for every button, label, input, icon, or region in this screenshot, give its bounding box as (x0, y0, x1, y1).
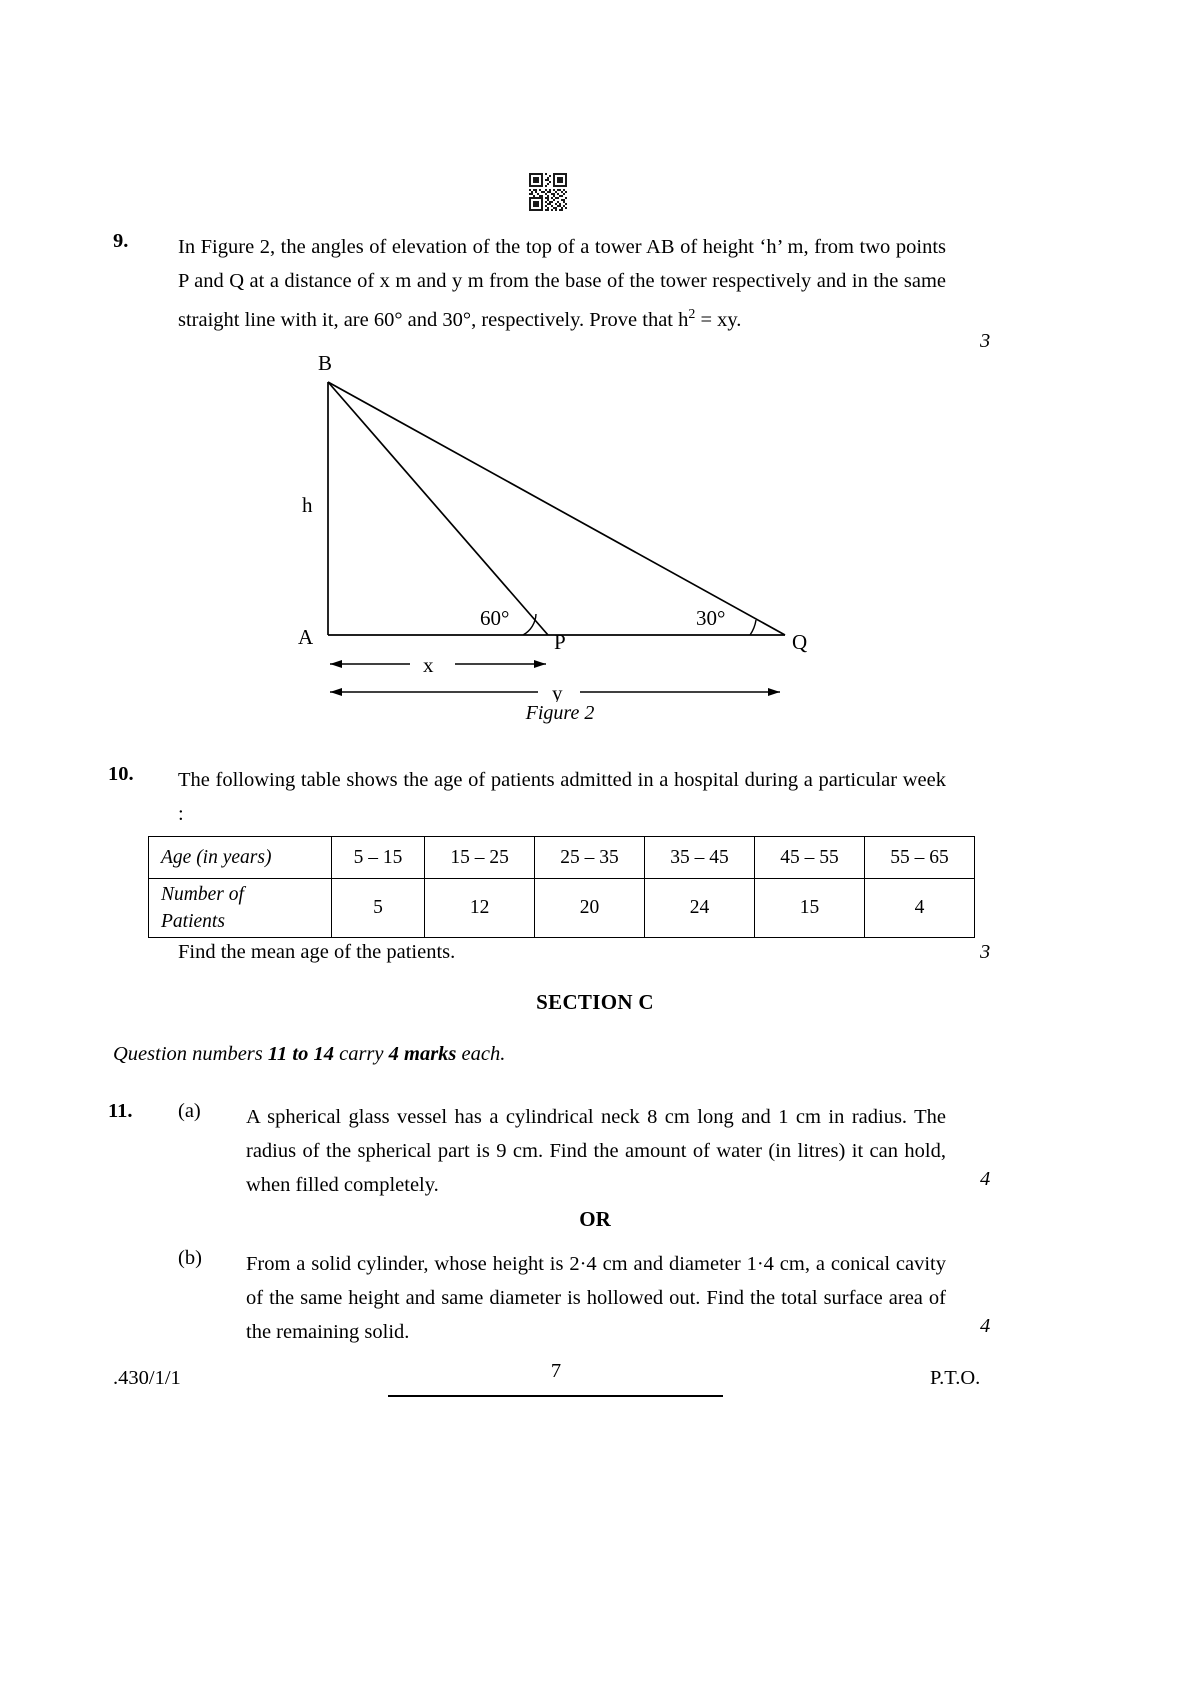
table-cell-interval-1: 15 – 25 (425, 837, 535, 879)
table-row-counts (149, 879, 975, 938)
question-9-text-part1: In Figure 2, the angles of elevation of the top of a tower AB of height ‘h’ m, from two points P and Q at a distance of x m and y m from the base of the tower respectively and in the same straight line with it, are 60° and 30°, respectively. Prove that h (178, 236, 946, 331)
table-row-ages (149, 837, 975, 879)
question-11-option-b-marks: 4 (980, 1315, 991, 1337)
svg-text:60°: 60° (480, 606, 510, 630)
table-header-patients (149, 879, 332, 938)
figure-2 (280, 352, 840, 732)
section-note-range: 11 to 14 (267, 1043, 334, 1065)
table-cell-interval-4: 45 – 55 (755, 837, 865, 879)
section-note-suffix: each. (456, 1043, 506, 1065)
footer-divider (388, 1395, 723, 1397)
qr-code (529, 173, 567, 211)
svg-text:y: y (552, 681, 563, 702)
question-9-marks: 3 (980, 330, 991, 352)
figure-2-caption: Figure 2 (525, 702, 595, 724)
question-9-exponent: 2 (688, 307, 696, 322)
question-9-text (178, 230, 946, 337)
section-c-note (113, 1043, 505, 1066)
section-c-heading: SECTION C (536, 990, 654, 1014)
question-11-option-b-label: (b) (178, 1247, 202, 1269)
question-9-number: 9. (113, 230, 129, 252)
table-cell-interval-3: 35 – 45 (645, 837, 755, 879)
question-10-number: 10. (108, 763, 134, 785)
table-cell-interval-2: 25 – 35 (535, 837, 645, 879)
svg-text:h: h (302, 493, 313, 517)
pto-label: P.T.O. (930, 1367, 981, 1389)
question-9-text-part2: = xy. (695, 308, 742, 331)
section-note-prefix: Question numbers (113, 1043, 268, 1065)
question-11-number: 11. (108, 1100, 133, 1122)
section-note-mid: carry (333, 1043, 389, 1065)
question-11-option-a-label: (a) (178, 1100, 201, 1122)
age-distribution-table (148, 836, 975, 938)
paper-code: .430/1/1 (113, 1367, 181, 1389)
question-10-text (178, 763, 946, 831)
table-cell-interval-0: 5 – 15 (332, 837, 425, 879)
svg-text:x: x (423, 653, 434, 677)
or-separator: OR (579, 1207, 611, 1231)
table-header-patients-line2: Patients (161, 911, 225, 932)
question-10-find-text: Find the mean age of the patients. (178, 941, 456, 963)
table-header-patients-line1: Number of (161, 884, 244, 905)
question-11-option-a-text (246, 1100, 946, 1202)
question-10-text-line: The following table shows the age of patients admitted in a hospital during a particular week : (178, 769, 946, 825)
question-11-option-a-marks: 4 (980, 1168, 991, 1190)
question-11-option-a-paragraph: A spherical glass vessel has a cylindrical neck 8 cm long and 1 cm in radius. The radius of the spherical part is 9 cm. Find the amount of water (in litres) it can hold, when filled completely. (246, 1106, 946, 1196)
table-cell-count-4: 15 (755, 879, 865, 938)
svg-text:P: P (554, 630, 566, 654)
svg-text:30°: 30° (696, 606, 726, 630)
svg-text:A: A (298, 625, 314, 649)
table-cell-count-3: 24 (645, 879, 755, 938)
page-number: 7 (550, 1360, 562, 1382)
question-10-marks: 3 (980, 941, 991, 963)
table-cell-count-1: 12 (425, 879, 535, 938)
svg-text:B: B (318, 352, 333, 375)
question-11-option-b-paragraph: From a solid cylinder, whose height is 2·4 cm and diameter 1·4 cm, a conical cavity of the same height and same diameter is hollowed out. Find the total surface area of the remaining solid. (246, 1253, 946, 1343)
svg-text:Q: Q (792, 630, 808, 654)
table-cell-interval-5: 55 – 65 (864, 837, 974, 879)
table-cell-count-5: 4 (864, 879, 974, 938)
section-note-marks: 4 marks (388, 1043, 457, 1065)
question-11-option-b-text (246, 1247, 946, 1349)
table-cell-count-2: 20 (535, 879, 645, 938)
table-cell-count-0: 5 (332, 879, 425, 938)
table-header-age: Age (in years) (149, 837, 332, 879)
